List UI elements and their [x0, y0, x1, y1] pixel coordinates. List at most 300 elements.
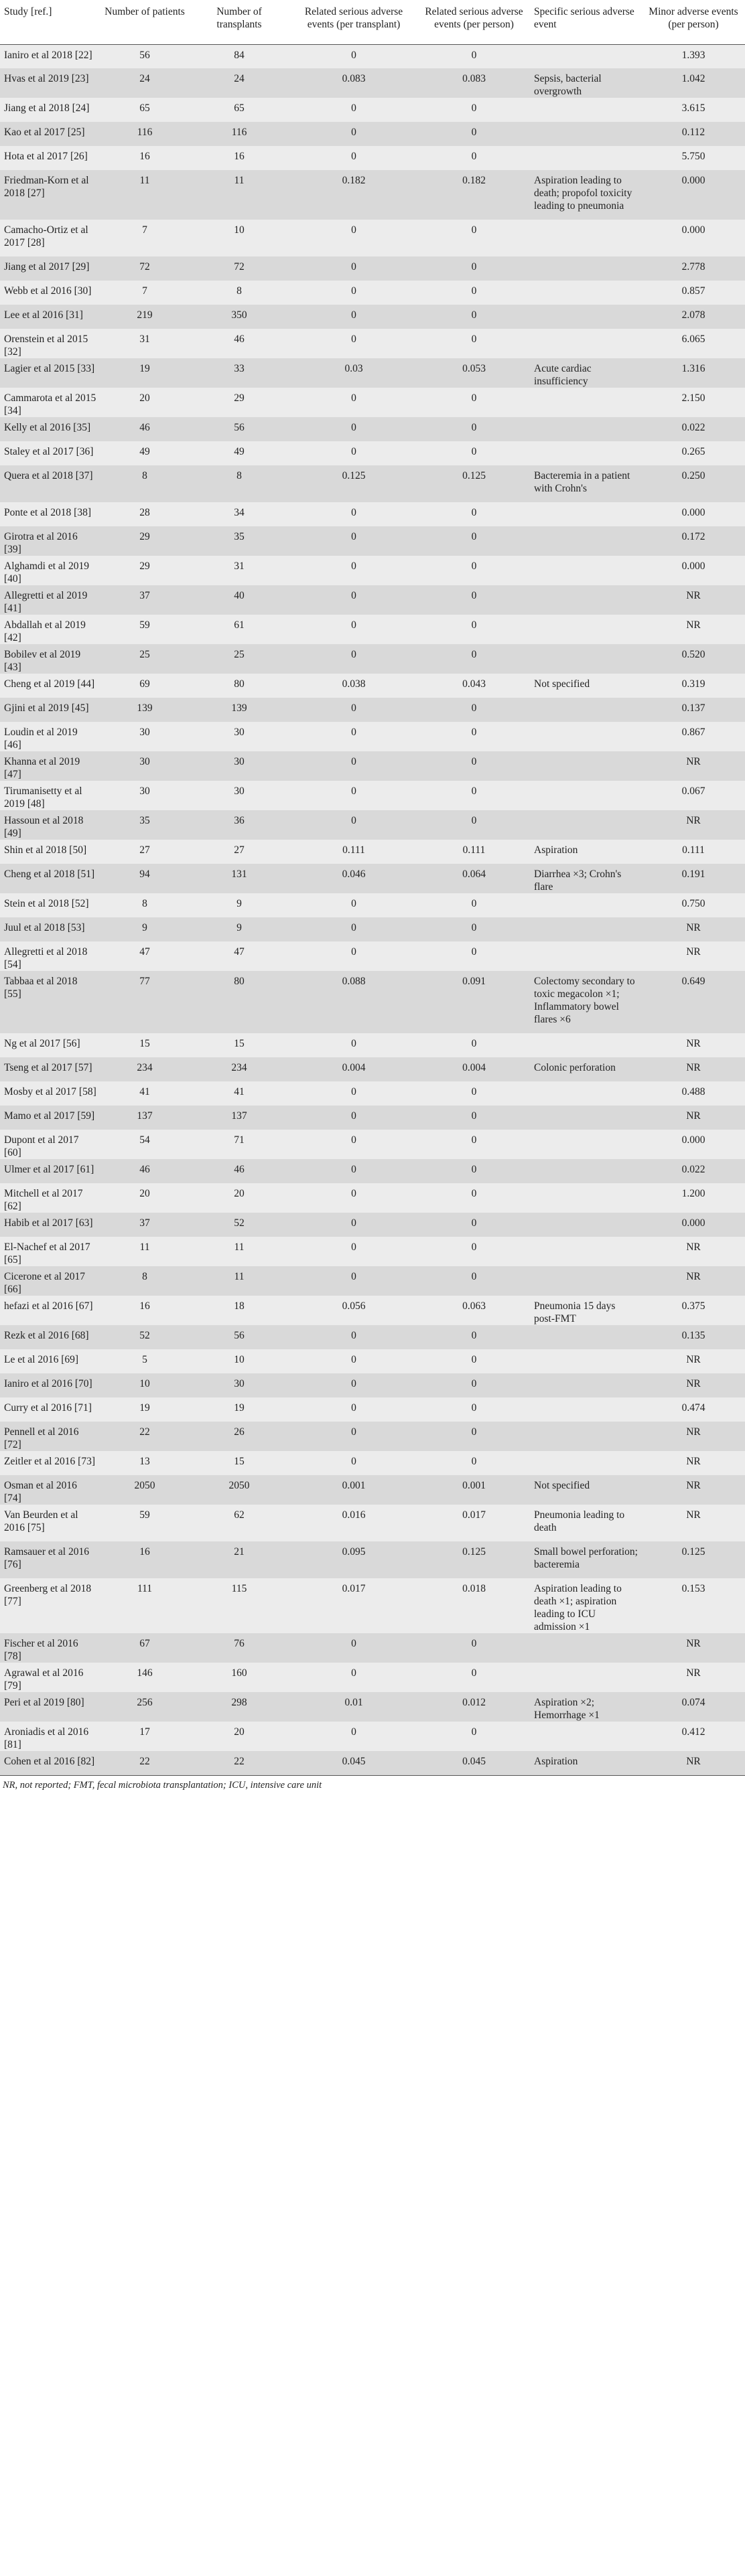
table-row	[0, 122, 745, 146]
row-per-transplant: 0.01	[289, 1692, 418, 1722]
row-patients: 11	[100, 170, 189, 220]
row-study: Staley et al 2017 [36]	[0, 441, 100, 465]
row-minor-events: 0.074	[642, 1692, 745, 1722]
row-per-person: 0.018	[418, 1578, 530, 1633]
row-per-transplant: 0	[289, 1159, 418, 1183]
row-per-transplant: 0	[289, 329, 418, 358]
row-per-person: 0.045	[418, 1751, 530, 1775]
row-patients: 5	[100, 1349, 189, 1373]
row-patients: 30	[100, 722, 189, 751]
row-study: Ramsauer et al 2016 [76]	[0, 1541, 100, 1578]
table-row	[0, 1266, 745, 1296]
row-per-person: 0	[418, 781, 530, 810]
row-patients: 52	[100, 1325, 189, 1349]
row-study: Jiang et al 2018 [24]	[0, 98, 100, 122]
row-per-transplant: 0	[289, 44, 418, 68]
table-row	[0, 810, 745, 840]
table-row	[0, 220, 745, 256]
row-transplants: 10	[189, 1349, 289, 1373]
row-patients: 8	[100, 893, 189, 917]
row-per-transplant: 0	[289, 941, 418, 971]
row-specific-event	[530, 1213, 642, 1237]
row-patients: 46	[100, 417, 189, 441]
row-transplants: 11	[189, 1266, 289, 1296]
row-minor-events: NR	[642, 1057, 745, 1081]
row-per-person: 0.001	[418, 1475, 530, 1505]
row-minor-events: 0.250	[642, 465, 745, 502]
row-transplants: 160	[189, 1663, 289, 1692]
table-row	[0, 1033, 745, 1057]
row-patients: 116	[100, 122, 189, 146]
row-patients: 24	[100, 68, 189, 98]
row-per-transplant: 0.038	[289, 674, 418, 698]
row-study: Tabbaa et al 2018 [55]	[0, 971, 100, 1033]
row-minor-events: 1.316	[642, 358, 745, 388]
row-patients: 16	[100, 1296, 189, 1325]
row-specific-event	[530, 146, 642, 170]
table-row	[0, 1692, 745, 1722]
row-specific-event	[530, 751, 642, 781]
row-study: Ulmer et al 2017 [61]	[0, 1159, 100, 1183]
row-per-transplant: 0.017	[289, 1578, 418, 1633]
row-study: Kelly et al 2016 [35]	[0, 417, 100, 441]
row-patients: 59	[100, 1505, 189, 1541]
row-per-person: 0	[418, 1033, 530, 1057]
row-transplants: 9	[189, 893, 289, 917]
row-patients: 77	[100, 971, 189, 1033]
row-transplants: 84	[189, 44, 289, 68]
row-transplants: 36	[189, 810, 289, 840]
row-specific-event	[530, 1325, 642, 1349]
header-specific-event: Specific serious adverse event	[530, 0, 642, 44]
row-per-person: 0.017	[418, 1505, 530, 1541]
row-transplants: 56	[189, 417, 289, 441]
row-per-transplant: 0.095	[289, 1541, 418, 1578]
table-row	[0, 1106, 745, 1130]
row-per-transplant: 0	[289, 441, 418, 465]
row-minor-events: 1.393	[642, 44, 745, 68]
row-per-transplant: 0	[289, 305, 418, 329]
header-minor-events: Minor adverse events (per person)	[642, 0, 745, 44]
row-specific-event	[530, 917, 642, 941]
row-patients: 59	[100, 615, 189, 644]
row-patients: 7	[100, 281, 189, 305]
row-specific-event: Aspiration leading to death ×1; aspiration leading to ICU admission ×1	[530, 1578, 642, 1633]
row-minor-events: 0.000	[642, 220, 745, 256]
table-row	[0, 585, 745, 615]
row-study: Camacho-Ortiz et al 2017 [28]	[0, 220, 100, 256]
row-study: hefazi et al 2016 [67]	[0, 1296, 100, 1325]
row-transplants: 116	[189, 122, 289, 146]
row-study: Lee et al 2016 [31]	[0, 305, 100, 329]
header-study: Study [ref.]	[0, 0, 100, 44]
row-patients: 54	[100, 1130, 189, 1159]
row-transplants: 26	[189, 1422, 289, 1451]
row-minor-events: 0.125	[642, 1541, 745, 1578]
row-patients: 19	[100, 358, 189, 388]
row-study: Lagier et al 2015 [33]	[0, 358, 100, 388]
row-minor-events: NR	[642, 1349, 745, 1373]
table-row	[0, 502, 745, 526]
row-minor-events: 0.000	[642, 170, 745, 220]
row-transplants: 56	[189, 1325, 289, 1349]
row-per-transplant: 0	[289, 917, 418, 941]
row-per-person: 0	[418, 615, 530, 644]
header-transplants: Number of transplants	[189, 0, 289, 44]
row-patients: 137	[100, 1106, 189, 1130]
table-row	[0, 1505, 745, 1541]
row-patients: 20	[100, 388, 189, 417]
row-transplants: 62	[189, 1505, 289, 1541]
row-per-person: 0	[418, 1722, 530, 1751]
row-per-person: 0	[418, 1633, 530, 1663]
row-per-person: 0	[418, 1397, 530, 1422]
row-per-transplant: 0	[289, 388, 418, 417]
row-specific-event	[530, 698, 642, 722]
row-per-person: 0	[418, 1213, 530, 1237]
row-minor-events: NR	[642, 1663, 745, 1692]
table-row	[0, 698, 745, 722]
row-patients: 16	[100, 146, 189, 170]
row-transplants: 80	[189, 971, 289, 1033]
row-transplants: 22	[189, 1751, 289, 1775]
row-per-transplant: 0.088	[289, 971, 418, 1033]
row-specific-event: Diarrhea ×3; Crohn's flare	[530, 864, 642, 893]
table-row	[0, 1213, 745, 1237]
table-row	[0, 1183, 745, 1213]
row-specific-event: Not specified	[530, 674, 642, 698]
row-transplants: 76	[189, 1633, 289, 1663]
row-transplants: 16	[189, 146, 289, 170]
row-specific-event: Colonic perforation	[530, 1057, 642, 1081]
row-transplants: 30	[189, 722, 289, 751]
row-minor-events: NR	[642, 751, 745, 781]
row-specific-event	[530, 644, 642, 674]
row-transplants: 72	[189, 256, 289, 281]
row-per-person: 0	[418, 256, 530, 281]
table-row	[0, 781, 745, 810]
row-per-transplant: 0	[289, 1633, 418, 1663]
row-specific-event	[530, 722, 642, 751]
row-minor-events: 0.857	[642, 281, 745, 305]
row-specific-event	[530, 1130, 642, 1159]
row-specific-event	[530, 281, 642, 305]
row-transplants: 27	[189, 840, 289, 864]
row-minor-events: 0.172	[642, 526, 745, 556]
table-row	[0, 146, 745, 170]
row-transplants: 20	[189, 1722, 289, 1751]
row-per-person: 0	[418, 722, 530, 751]
row-patients: 35	[100, 810, 189, 840]
row-study: Stein et al 2018 [52]	[0, 893, 100, 917]
row-transplants: 9	[189, 917, 289, 941]
row-study: Mosby et al 2017 [58]	[0, 1081, 100, 1106]
row-per-person: 0	[418, 281, 530, 305]
row-per-person: 0	[418, 1081, 530, 1106]
row-per-person: 0	[418, 1373, 530, 1397]
row-patients: 8	[100, 465, 189, 502]
row-patients: 234	[100, 1057, 189, 1081]
row-study: Tirumanisetty et al 2019 [48]	[0, 781, 100, 810]
row-study: Abdallah et al 2019 [42]	[0, 615, 100, 644]
row-patients: 139	[100, 698, 189, 722]
row-minor-events: NR	[642, 1266, 745, 1296]
table-row	[0, 329, 745, 358]
row-minor-events: NR	[642, 1033, 745, 1057]
row-minor-events: 0.265	[642, 441, 745, 465]
row-specific-event	[530, 388, 642, 417]
row-study: Ponte et al 2018 [38]	[0, 502, 100, 526]
row-minor-events: 3.615	[642, 98, 745, 122]
row-minor-events: NR	[642, 585, 745, 615]
row-patients: 46	[100, 1159, 189, 1183]
row-transplants: 40	[189, 585, 289, 615]
row-transplants: 33	[189, 358, 289, 388]
row-minor-events: 0.022	[642, 1159, 745, 1183]
row-patients: 31	[100, 329, 189, 358]
table-row	[0, 1325, 745, 1349]
row-specific-event	[530, 615, 642, 644]
row-study: Alghamdi et al 2019 [40]	[0, 556, 100, 585]
row-patients: 22	[100, 1422, 189, 1451]
row-study: Ng et al 2017 [56]	[0, 1033, 100, 1057]
row-patients: 16	[100, 1541, 189, 1578]
row-specific-event: Aspiration	[530, 1751, 642, 1775]
row-minor-events: 2.778	[642, 256, 745, 281]
row-transplants: 25	[189, 644, 289, 674]
row-transplants: 49	[189, 441, 289, 465]
row-study: Rezk et al 2016 [68]	[0, 1325, 100, 1349]
row-specific-event: Small bowel perforation; bacteremia	[530, 1541, 642, 1578]
table-row	[0, 1451, 745, 1475]
row-per-transplant: 0.046	[289, 864, 418, 893]
row-specific-event	[530, 98, 642, 122]
row-patients: 65	[100, 98, 189, 122]
row-minor-events: NR	[642, 1505, 745, 1541]
table-row	[0, 1349, 745, 1373]
row-minor-events: 0.474	[642, 1397, 745, 1422]
row-transplants: 137	[189, 1106, 289, 1130]
table-row	[0, 1751, 745, 1775]
row-patients: 22	[100, 1751, 189, 1775]
table-row	[0, 1159, 745, 1183]
row-per-transplant: 0.001	[289, 1475, 418, 1505]
row-study: Le et al 2016 [69]	[0, 1349, 100, 1373]
row-specific-event	[530, 1663, 642, 1692]
row-per-transplant: 0	[289, 1183, 418, 1213]
row-specific-event: Pneumonia leading to death	[530, 1505, 642, 1541]
table-row	[0, 893, 745, 917]
row-per-person: 0	[418, 1325, 530, 1349]
row-patients: 11	[100, 1237, 189, 1266]
row-per-person: 0	[418, 1183, 530, 1213]
row-per-transplant: 0	[289, 1106, 418, 1130]
row-transplants: 30	[189, 781, 289, 810]
row-per-transplant: 0	[289, 281, 418, 305]
row-patients: 49	[100, 441, 189, 465]
row-minor-events: 0.067	[642, 781, 745, 810]
row-transplants: 139	[189, 698, 289, 722]
table-row	[0, 751, 745, 781]
table-row	[0, 840, 745, 864]
row-transplants: 34	[189, 502, 289, 526]
table-row	[0, 1578, 745, 1633]
row-minor-events: NR	[642, 1451, 745, 1475]
row-transplants: 19	[189, 1397, 289, 1422]
row-study: Ianiro et al 2016 [70]	[0, 1373, 100, 1397]
row-per-person: 0	[418, 1349, 530, 1373]
row-specific-event	[530, 556, 642, 585]
row-transplants: 15	[189, 1033, 289, 1057]
row-transplants: 234	[189, 1057, 289, 1081]
row-per-transplant: 0.016	[289, 1505, 418, 1541]
row-per-person: 0	[418, 122, 530, 146]
row-specific-event	[530, 810, 642, 840]
row-per-person: 0	[418, 98, 530, 122]
row-per-person: 0.043	[418, 674, 530, 698]
table-header	[0, 0, 745, 44]
row-per-person: 0.125	[418, 465, 530, 502]
row-study: Osman et al 2016 [74]	[0, 1475, 100, 1505]
row-transplants: 15	[189, 1451, 289, 1475]
table-row	[0, 615, 745, 644]
row-study: Pennell et al 2016 [72]	[0, 1422, 100, 1451]
table-row	[0, 388, 745, 417]
table-row	[0, 917, 745, 941]
row-study: Van Beurden et al 2016 [75]	[0, 1505, 100, 1541]
row-transplants: 350	[189, 305, 289, 329]
row-per-transplant: 0	[289, 1081, 418, 1106]
row-specific-event	[530, 1033, 642, 1057]
table-footnote: NR, not reported; FMT, fecal microbiota transplantation; ICU, intensive care unit	[0, 1775, 745, 1791]
row-per-person: 0.091	[418, 971, 530, 1033]
row-specific-event	[530, 1373, 642, 1397]
row-per-transplant: 0.045	[289, 1751, 418, 1775]
row-per-transplant: 0	[289, 893, 418, 917]
row-transplants: 10	[189, 220, 289, 256]
row-per-transplant: 0	[289, 1663, 418, 1692]
row-minor-events: 0.000	[642, 502, 745, 526]
row-per-transplant: 0	[289, 585, 418, 615]
row-study: Habib et al 2017 [63]	[0, 1213, 100, 1237]
row-study: Hvas et al 2019 [23]	[0, 68, 100, 98]
row-minor-events: 0.000	[642, 556, 745, 585]
row-minor-events: 0.112	[642, 122, 745, 146]
row-specific-event	[530, 220, 642, 256]
row-per-person: 0	[418, 417, 530, 441]
row-specific-event	[530, 256, 642, 281]
row-per-person: 0	[418, 441, 530, 465]
row-per-person: 0.064	[418, 864, 530, 893]
row-per-transplant: 0	[289, 526, 418, 556]
row-minor-events: NR	[642, 1422, 745, 1451]
row-per-person: 0	[418, 941, 530, 971]
row-patients: 219	[100, 305, 189, 329]
row-specific-event	[530, 502, 642, 526]
row-minor-events: 0.137	[642, 698, 745, 722]
row-specific-event	[530, 781, 642, 810]
row-per-person: 0	[418, 329, 530, 358]
row-study: Quera et al 2018 [37]	[0, 465, 100, 502]
row-patients: 30	[100, 781, 189, 810]
row-study: Mitchell et al 2017 [62]	[0, 1183, 100, 1213]
row-study: Cohen et al 2016 [82]	[0, 1751, 100, 1775]
table-row	[0, 1397, 745, 1422]
row-per-person: 0	[418, 1663, 530, 1692]
row-patients: 9	[100, 917, 189, 941]
row-patients: 67	[100, 1633, 189, 1663]
row-per-person: 0	[418, 810, 530, 840]
row-minor-events: 5.750	[642, 146, 745, 170]
row-specific-event	[530, 329, 642, 358]
row-per-person: 0	[418, 698, 530, 722]
table-row	[0, 644, 745, 674]
row-patients: 29	[100, 556, 189, 585]
table-row	[0, 98, 745, 122]
row-specific-event	[530, 44, 642, 68]
table-row	[0, 722, 745, 751]
row-minor-events: 2.150	[642, 388, 745, 417]
row-specific-event	[530, 941, 642, 971]
row-specific-event	[530, 1722, 642, 1751]
row-per-transplant: 0	[289, 810, 418, 840]
table-row	[0, 1541, 745, 1578]
row-per-person: 0	[418, 305, 530, 329]
row-specific-event: Acute cardiac insufficiency	[530, 358, 642, 388]
row-study: Zeitler et al 2016 [73]	[0, 1451, 100, 1475]
row-specific-event: Aspiration leading to death; propofol toxicity leading to pneumonia	[530, 170, 642, 220]
row-specific-event: Aspiration ×2; Hemorrhage ×1	[530, 1692, 642, 1722]
row-per-transplant: 0	[289, 146, 418, 170]
row-minor-events: NR	[642, 1373, 745, 1397]
row-per-person: 0	[418, 502, 530, 526]
row-minor-events: 0.319	[642, 674, 745, 698]
row-per-transplant: 0	[289, 1130, 418, 1159]
table-row	[0, 941, 745, 971]
row-specific-event	[530, 417, 642, 441]
row-patients: 28	[100, 502, 189, 526]
row-patients: 37	[100, 1213, 189, 1237]
row-per-person: 0	[418, 556, 530, 585]
row-study: Cicerone et al 2017 [66]	[0, 1266, 100, 1296]
row-transplants: 21	[189, 1541, 289, 1578]
row-patients: 17	[100, 1722, 189, 1751]
table-row	[0, 305, 745, 329]
row-specific-event: Sepsis, bacterial overgrowth	[530, 68, 642, 98]
row-patients: 72	[100, 256, 189, 281]
table-row	[0, 1057, 745, 1081]
row-per-transplant: 0	[289, 1237, 418, 1266]
table-body	[0, 44, 745, 1775]
row-per-transplant: 0.03	[289, 358, 418, 388]
table-row	[0, 465, 745, 502]
row-per-person: 0	[418, 644, 530, 674]
row-minor-events: 0.111	[642, 840, 745, 864]
row-per-transplant: 0	[289, 1451, 418, 1475]
row-per-transplant: 0	[289, 220, 418, 256]
row-per-person: 0	[418, 1237, 530, 1266]
table-row	[0, 556, 745, 585]
row-minor-events: NR	[642, 1106, 745, 1130]
table-row	[0, 68, 745, 98]
row-per-transplant: 0	[289, 1033, 418, 1057]
row-per-person: 0	[418, 44, 530, 68]
table-row	[0, 256, 745, 281]
table-row	[0, 281, 745, 305]
row-minor-events: NR	[642, 615, 745, 644]
row-specific-event	[530, 305, 642, 329]
row-transplants: 31	[189, 556, 289, 585]
